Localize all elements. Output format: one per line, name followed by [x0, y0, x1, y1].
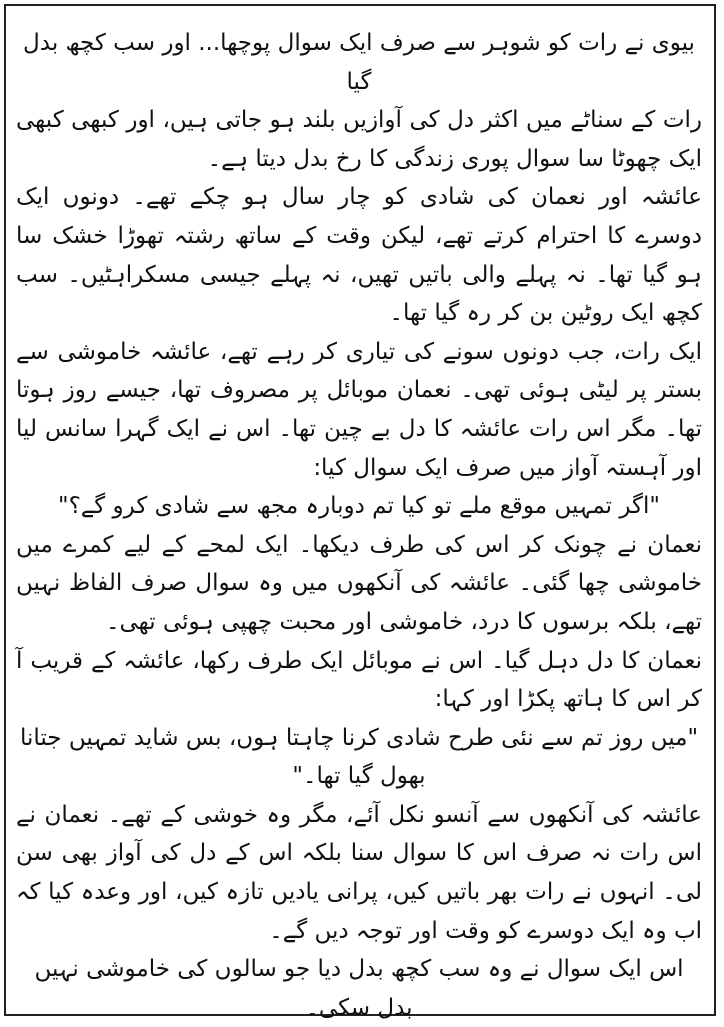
story-paragraph-one-night: ایک رات، جب دونوں سونے کی تیاری کر رہے تھے، عائشہ خاموشی سے بستر پر لیٹی ہوئی تھی۔ نعمان موبائل پر مصروف تھا، جیسے روز ہوتا تھا۔ مگر اس رات عائشہ کا دل بے چین تھا۔ اس نے ایک گہرا سانس لیا اور آہستہ آواز میں صرف ایک سوال کیا: — [16, 338, 702, 481]
story-quote-question: "اگر تمہیں موقع ملے تو کیا تم دوبارہ مجھ سے شادی کرو گے؟" — [58, 493, 660, 520]
story-paragraph-tears: عائشہ کی آنکھوں سے آنسو نکل آئے، مگر وہ خوشی کے تھے۔ نعمان نے اس رات نہ صرف اس کا سوال سنا بلکہ اس کے دل کی آواز بھی سن لی۔ انہوں نے رات بھر باتیں کیں، پرانی یادیں تازہ کیں، اور وعدہ کیا کہ اب وہ ایک دوسرے کو وقت اور توجہ دیں گے۔ — [16, 801, 702, 944]
story-quote-answer: "میں روز تم سے نئی طرح شادی کرنا چاہتا ہوں، بس شاید تمہیں جتانا بھول گیا تھا۔" — [19, 724, 699, 790]
story-paragraph-conclusion: اس ایک سوال نے وہ سب کچھ بدل دیا جو سالوں کی خاموشی نہیں بدل سکی۔ — [34, 956, 684, 1021]
story-paragraph-marriage: عائشہ اور نعمان کی شادی کو چار سال ہو چکے تھے۔ دونوں ایک دوسرے کا احترام کرتے تھے، لیکن وقت کے ساتھ رشتہ تھوڑا خشک سا ہو گیا تھا۔ نہ پہلے والی باتیں تھیں، نہ پہلے جیسی مسکراہٹیں۔ سب کچھ ایک روٹین بن کر رہ گیا تھا۔ — [16, 184, 702, 327]
story-paragraph-silence: نعمان نے چونک کر اس کی طرف دیکھا۔ ایک لمحے کے لیے کمرے میں خاموشی چھا گئی۔ عائشہ کی آنکھوں میں وہ سوال صرف الفاظ نہیں تھے، بلکہ برسوں کا درد، خاموشی اور محبت چھپی ہوئی تھی۔ — [16, 531, 702, 635]
article-page — [4, 4, 716, 1021]
story-body — [16, 24, 702, 1027]
story-title: بیوی نے رات کو شوہر سے صرف ایک سوال پوچھا... اور سب کچھ بدل گیا — [23, 30, 695, 95]
story-paragraph-nauman-reply: نعمان کا دل دہل گیا۔ اس نے موبائل ایک طرف رکھا، عائشہ کے قریب آ کر اس کا ہاتھ پکڑا اور کہا: — [16, 647, 702, 713]
story-paragraph-intro: رات کے سناٹے میں اکثر دل کی آوازیں بلند ہو جاتی ہیں، اور کبھی کبھی ایک چھوٹا سا سوال پوری زندگی کا رخ بدل دیتا ہے۔ — [16, 107, 702, 172]
